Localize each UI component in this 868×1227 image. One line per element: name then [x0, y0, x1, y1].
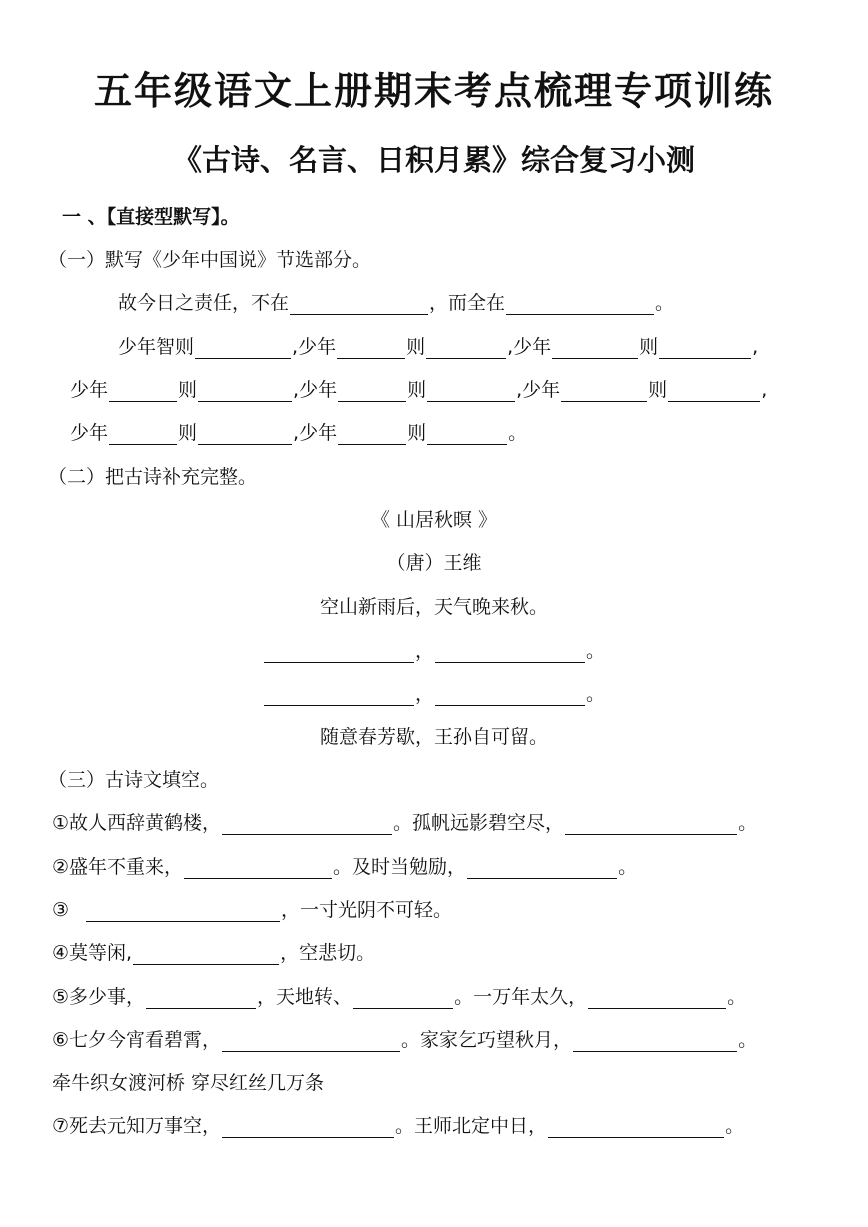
answer-blank[interactable] — [264, 686, 414, 706]
text-segment: ⑦死去元知万事空， — [52, 1115, 222, 1137]
text-segment: 则 — [178, 422, 198, 444]
part2-heading: （二）把古诗补充完整。 — [48, 466, 258, 488]
text-segment: , — [761, 379, 768, 401]
question-6 — [52, 1025, 757, 1052]
page-subtitle: 《古诗、名言、日积月累》综合复习小测 — [172, 143, 695, 177]
text-segment: 少年 — [522, 379, 561, 401]
answer-blank[interactable] — [426, 339, 506, 359]
text-segment: 少年 — [513, 336, 552, 358]
text-segment: , — [752, 336, 759, 358]
answer-blank[interactable] — [588, 989, 726, 1009]
answer-blank[interactable] — [565, 815, 737, 835]
poem-line-1: 空山新雨后，天气晚来秋。 — [319, 596, 548, 618]
text-segment: 则 — [406, 336, 426, 358]
part3-heading: （三）古诗文填空。 — [48, 769, 220, 791]
text-segment: ，天地转、 — [257, 986, 353, 1008]
answer-blank[interactable] — [668, 382, 760, 402]
poem-line-4: 随意春芳歇，王孙自可留。 — [319, 726, 548, 748]
text-segment: 。 — [727, 986, 747, 1008]
handwritten-answer: 牵牛织女渡河桥 穿尽红丝几万条 — [52, 1072, 325, 1094]
question-7 — [52, 1111, 744, 1138]
question-1 — [52, 808, 757, 835]
answer-blank[interactable] — [561, 382, 647, 402]
poem-author: （唐）王维 — [386, 552, 482, 574]
answer-blank[interactable] — [506, 295, 654, 315]
text-segment: , — [507, 336, 514, 358]
shaonian-line-2 — [118, 332, 758, 359]
text-segment: 。王师北定中日， — [395, 1115, 548, 1137]
text-segment: ④莫等闲, — [52, 942, 133, 964]
text-segment: ⑥七夕今宵看碧霄， — [52, 1029, 222, 1051]
shaonian-line-1 — [118, 288, 674, 315]
question-5 — [52, 982, 746, 1009]
answer-blank[interactable] — [222, 1118, 394, 1138]
text-segment: , — [293, 422, 300, 444]
section-heading: 一 、【直接型默写】。 — [62, 206, 240, 228]
page-title: 五年级语文上册期末考点梳理专项训练 — [93, 69, 774, 113]
text-segment: ，而全在 — [429, 292, 506, 314]
text-segment: , — [292, 336, 299, 358]
text-segment: ， — [414, 640, 434, 662]
text-segment: , — [293, 379, 300, 401]
text-segment: 则 — [648, 379, 668, 401]
answer-blank[interactable] — [264, 643, 414, 663]
poem-title: 《 山居秋暝 》 — [370, 509, 498, 531]
text-segment: 少年 — [299, 422, 338, 444]
text-segment: 。孤帆远影碧空尽， — [393, 812, 565, 834]
text-segment: 少年 — [299, 379, 338, 401]
text-segment: 。 — [738, 812, 758, 834]
answer-blank[interactable] — [338, 382, 406, 402]
answer-blank[interactable] — [573, 1032, 737, 1052]
text-segment: ，空悲切。 — [280, 942, 376, 964]
text-segment: 则 — [407, 422, 427, 444]
answer-blank[interactable] — [353, 989, 453, 1009]
question-3 — [52, 895, 452, 922]
answer-blank[interactable] — [548, 1118, 724, 1138]
text-segment: ③ — [52, 899, 70, 921]
text-segment: ⑤多少事， — [52, 986, 146, 1008]
text-segment: 。及时当勉励， — [333, 856, 467, 878]
part1-heading: （一）默写《少年中国说》节选部分。 — [48, 249, 372, 271]
text-segment: 。 — [725, 1115, 745, 1137]
answer-blank[interactable] — [222, 815, 392, 835]
text-segment: 。 — [508, 422, 528, 444]
answer-blank[interactable] — [198, 382, 292, 402]
answer-blank[interactable] — [184, 859, 332, 879]
text-segment: ， — [414, 683, 434, 705]
answer-blank[interactable] — [109, 425, 177, 445]
text-segment: 少年智则 — [118, 336, 195, 358]
text-segment: 少年 — [70, 422, 109, 444]
poem-line-2 — [0, 636, 868, 663]
text-segment: 则 — [407, 379, 427, 401]
text-segment: 少年 — [298, 336, 337, 358]
question-2 — [52, 852, 637, 879]
text-segment: 。 — [738, 1029, 758, 1051]
text-segment: 。家家乞巧望秋月， — [401, 1029, 573, 1051]
poem-line-3 — [0, 679, 868, 706]
answer-blank[interactable] — [338, 425, 406, 445]
answer-blank[interactable] — [133, 945, 279, 965]
answer-blank[interactable] — [198, 425, 292, 445]
shaonian-line-4 — [70, 418, 527, 445]
answer-blank[interactable] — [337, 339, 405, 359]
text-segment: 。 — [655, 292, 675, 314]
answer-blank[interactable] — [290, 295, 428, 315]
text-segment: 则 — [178, 379, 198, 401]
text-segment: ②盛年不重来， — [52, 856, 184, 878]
answer-blank[interactable] — [427, 425, 507, 445]
answer-blank[interactable] — [146, 989, 256, 1009]
answer-blank[interactable] — [109, 382, 177, 402]
text-segment: 。 — [586, 683, 606, 705]
text-segment: ，一寸光阴不可轻。 — [281, 899, 453, 921]
answer-blank[interactable] — [86, 902, 280, 922]
shaonian-line-3 — [70, 375, 767, 402]
answer-blank[interactable] — [552, 339, 638, 359]
text-segment: , — [516, 379, 523, 401]
text-segment: 故今日之责任，不在 — [118, 292, 290, 314]
text-segment: 。一万年太久， — [454, 986, 588, 1008]
text-segment: 则 — [639, 336, 659, 358]
answer-blank[interactable] — [195, 339, 291, 359]
text-segment: 。 — [586, 640, 606, 662]
answer-blank[interactable] — [427, 382, 515, 402]
answer-blank[interactable] — [659, 339, 751, 359]
text-segment: 。 — [618, 856, 638, 878]
question-4 — [52, 938, 375, 965]
answer-blank[interactable] — [222, 1032, 400, 1052]
text-segment: 少年 — [70, 379, 109, 401]
answer-blank[interactable] — [435, 686, 585, 706]
text-segment: ①故人西辞黄鹤楼， — [52, 812, 222, 834]
answer-blank[interactable] — [435, 643, 585, 663]
answer-blank[interactable] — [467, 859, 617, 879]
